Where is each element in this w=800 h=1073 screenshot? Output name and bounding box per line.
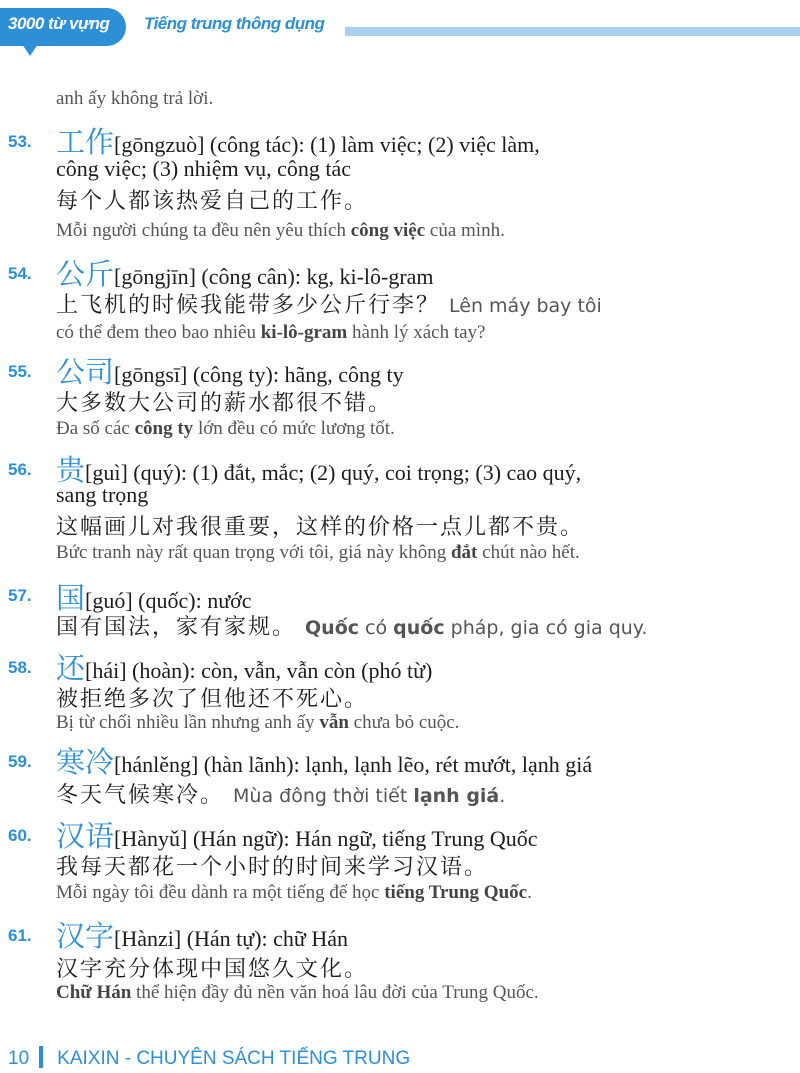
- entry-example-zh: 汉字充分体现中国悠久文化。: [56, 957, 369, 982]
- header-badge: [0, 8, 126, 46]
- entry-definition: [guì] (quý): (1) đắt, mắc; (2) quý, coi trọng; (3) cao quý,: [85, 460, 582, 485]
- vn-text: chút nào hết.: [477, 542, 580, 563]
- vn-keyword: công ty: [134, 418, 194, 439]
- entry-example-zh: 每个人都该热爱自己的工作。: [56, 189, 369, 214]
- entry-example-vn: [56, 418, 395, 440]
- vn-text: thể hiện đầy đủ nền văn hoá lâu đời của Trung Quốc.: [131, 982, 539, 1003]
- entry-headword-line: [56, 120, 540, 161]
- entry-number: 61.: [8, 926, 32, 945]
- entry-headword-line: [56, 252, 434, 293]
- entry-hanzi: 工作: [56, 125, 115, 159]
- header-badge-text: 3000 từ vựng: [8, 14, 110, 33]
- entry-definition-cont: công việc; (3) nhiệm vụ, công tác: [56, 156, 352, 181]
- footer-text: KAIXIN - CHUYÊN SÁCH TIẾNG TRUNG: [57, 1048, 411, 1069]
- entry-example-vn: [56, 982, 539, 1004]
- entry-number: 53.: [8, 132, 32, 151]
- entry-example-zh: 被拒绝多次了但他还不死心。: [56, 687, 369, 712]
- carryover-sentence: anh ấy không trả lời.: [56, 88, 214, 109]
- entry-headword-line: [56, 914, 348, 955]
- vn-text: có: [359, 617, 394, 639]
- vn-text: Mùa đông thời tiết: [233, 785, 414, 807]
- page-number: 10: [8, 1048, 30, 1069]
- vn-text: Lên máy bay tôi: [449, 295, 602, 317]
- entry-example-vn: [56, 542, 580, 564]
- entry-number: 57.: [8, 586, 32, 605]
- vn-text: Mỗi ngày tôi đều dành ra một tiếng để học: [56, 882, 385, 903]
- entry-hanzi: 寒冷: [56, 745, 115, 779]
- header-subtitle: Tiếng trung thông dụng: [144, 14, 325, 33]
- vn-text: của mình.: [425, 220, 505, 241]
- vn-keyword: quốc: [393, 617, 445, 639]
- vn-text: Đa số các: [56, 418, 135, 439]
- entry-number: 56.: [8, 460, 32, 479]
- entry-example-vn: [56, 322, 486, 344]
- entry-definition: [hánlěng] (hàn lãnh): lạnh, lạnh lẽo, rét mướt, lạnh giá: [114, 752, 593, 777]
- page-footer: [8, 1046, 410, 1070]
- vn-keyword: vẫn: [319, 712, 349, 733]
- zh-sentence: 国有国法，家有家规。: [56, 615, 297, 640]
- entry-example-vn: [56, 220, 505, 242]
- vn-keyword: Quốc: [305, 617, 360, 639]
- entry-number: 54.: [8, 264, 32, 283]
- entry-hanzi: 公斤: [56, 257, 115, 291]
- entry-example-vn: [56, 712, 459, 734]
- vn-keyword: ki-lô-gram: [260, 322, 348, 343]
- vn-text: lớn đều có mức lương tốt.: [193, 418, 395, 439]
- entry-definition: [gōngjīn] (công cân): kg, ki-lô-gram: [114, 264, 434, 289]
- entry-example-zh: 我每天都花一个小时的时间来学习汉语。: [56, 855, 489, 880]
- header-rule: [345, 27, 800, 36]
- entry-definition: [gōngsī] (công ty): hãng, công ty: [114, 362, 404, 387]
- vn-inline: [233, 785, 505, 807]
- entry-hanzi: 汉字: [56, 919, 115, 953]
- entry-example-zh: 大多数大公司的薪水都很不错。: [56, 391, 393, 416]
- vn-keyword: Chữ Hán: [56, 982, 132, 1003]
- entry-example-zh: [56, 610, 647, 641]
- entry-definition: [Hànzi] (Hán tự): chữ Hán: [114, 926, 348, 951]
- vn-text: pháp, gia có gia quy.: [444, 617, 648, 639]
- entry-example-zh: 这幅画儿对我很重要，这样的价格一点儿都不贵。: [56, 515, 585, 540]
- entry-hanzi: 还: [56, 651, 86, 685]
- entry-hanzi: 国: [56, 581, 86, 615]
- vn-keyword: tiếng Trung Quốc: [384, 882, 528, 903]
- entry-definition: [Hànyǔ] (Hán ngữ): Hán ngữ, tiếng Trung Quốc: [114, 826, 538, 851]
- vn-text: có thể đem theo bao nhiêu: [56, 322, 261, 343]
- footer-divider: [39, 1046, 43, 1068]
- entry-hanzi: 汉语: [56, 819, 115, 853]
- vn-text: Mỗi người chúng ta đều nên yêu thích: [56, 220, 351, 241]
- vn-text: Bức tranh này rất quan trọng với tôi, giá này không: [56, 542, 451, 563]
- entry-headword-line: [56, 646, 432, 687]
- vn-inline: [305, 617, 647, 639]
- zh-sentence: 上飞机的时候我能带多少公斤行李？: [56, 293, 441, 318]
- vn-text: .: [527, 882, 532, 903]
- entry-number: 55.: [8, 362, 32, 381]
- entry-headword-line: [56, 814, 537, 855]
- entry-headword-line: [56, 740, 592, 781]
- vn-keyword: công việc: [350, 220, 426, 241]
- zh-sentence: 冬天气候寒冷。: [56, 783, 225, 808]
- vn-keyword: đắt: [450, 542, 478, 563]
- entry-number: 60.: [8, 826, 32, 845]
- entry-headword-line: [56, 350, 404, 391]
- vn-text: .: [499, 785, 506, 807]
- vn-text: Bị từ chối nhiều lần nhưng anh ấy: [56, 712, 320, 733]
- entry-number: 59.: [8, 752, 32, 771]
- vn-text: hành lý xách tay?: [347, 322, 486, 343]
- entry-example-zh: [56, 778, 505, 809]
- entry-hanzi: 贵: [56, 453, 86, 487]
- entry-definition-cont: sang trọng: [56, 482, 149, 507]
- entry-number: 58.: [8, 658, 32, 677]
- entry-definition: [gōngzuò] (công tác): (1) làm việc; (2) việc làm,: [114, 132, 540, 157]
- entry-hanzi: 公司: [56, 355, 115, 389]
- vn-text: chưa bỏ cuộc.: [348, 712, 460, 733]
- vn-keyword: lạnh giá: [413, 785, 500, 807]
- entry-definition: [hái] (hoàn): còn, vẫn, vẫn còn (phó từ): [85, 658, 433, 683]
- entry-example-zh: [56, 288, 602, 319]
- entry-example-vn: [56, 882, 532, 904]
- entry-definition: [guó] (quốc): nước: [85, 588, 252, 613]
